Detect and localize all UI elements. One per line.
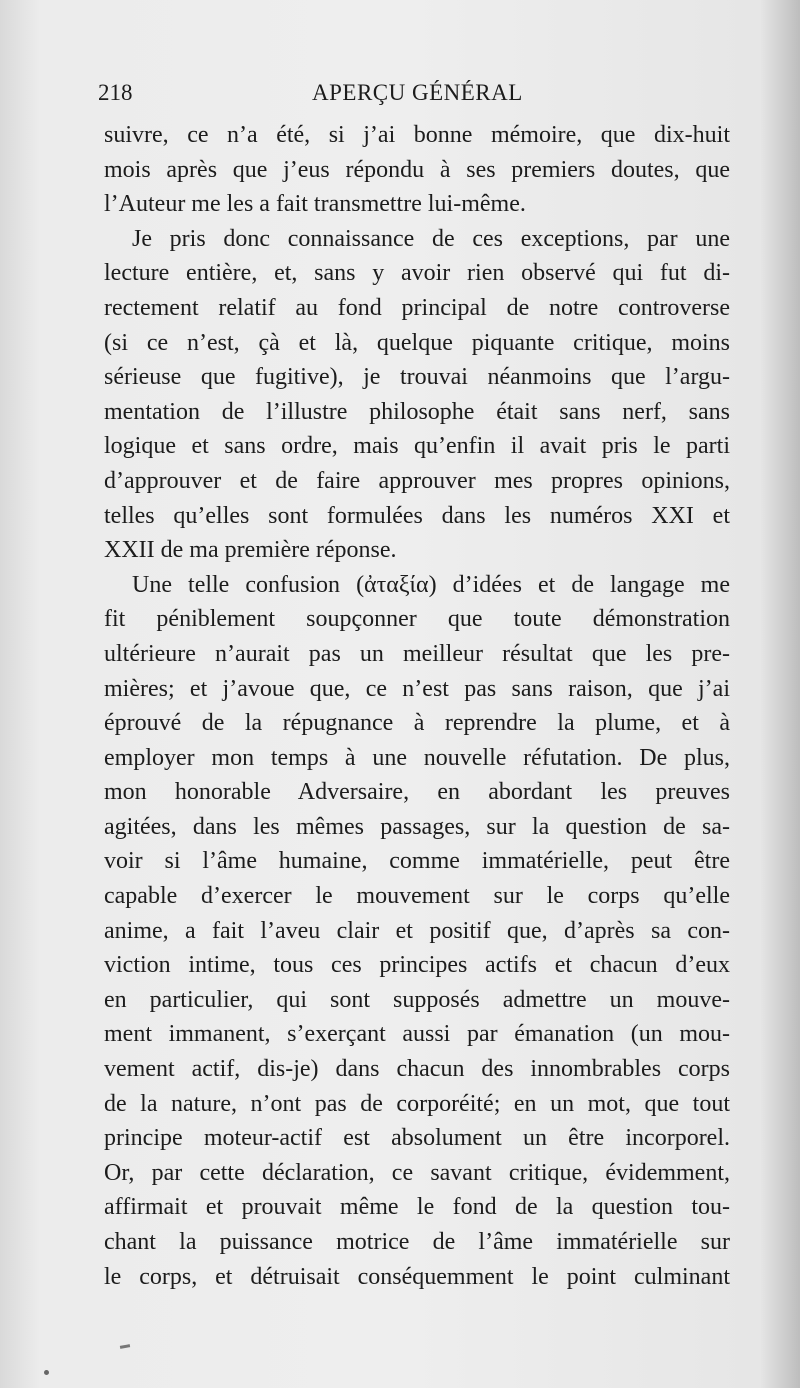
text-line: sérieuse que fugitive), je trouvai néanmoins que l’argu- [104, 364, 730, 391]
text-line: mois après que j’eus répondu à ses premiers doutes, que [104, 156, 730, 183]
text-line: logique et sans ordre, mais qu’enfin il avait pris le parti [104, 433, 730, 460]
text-line: de la nature, n’ont pas de corporéité; en un mot, que tout [104, 1090, 730, 1117]
text-line: éprouvé de la répugnance à reprendre la plume, et à [104, 710, 730, 737]
text-line: ment immanent, s’exerçant aussi par émanation (un mou- [104, 1021, 730, 1048]
text-line: capable d’exercer le mouvement sur le corps qu’elle [104, 883, 730, 910]
print-smudge [120, 1344, 130, 1349]
body-text [104, 118, 730, 1294]
text-line: employer mon temps à une nouvelle réfutation. De plus, [104, 744, 730, 771]
text-line: fit péniblement soupçonner que toute démonstration [104, 606, 730, 633]
text-line: vement actif, dis-je) dans chacun des innombrables corps [104, 1056, 730, 1083]
text-line: Or, par cette déclaration, ce savant critique, évidemment, [104, 1159, 730, 1186]
text-line: viction intime, tous ces principes actifs et chacun d’eux [104, 952, 730, 979]
page-number: 218 [98, 80, 133, 105]
text-line: agitées, dans les mêmes passages, sur la question de sa- [104, 813, 730, 840]
text-line: Une telle confusion (ἀταξία) d’idées et de langage me [132, 571, 730, 598]
running-title: APERÇU GÉNÉRAL [312, 80, 523, 105]
text-line: rectement relatif au fond principal de notre controverse [104, 294, 730, 321]
text-line: lecture entière, et, sans y avoir rien observé qui fut di- [104, 260, 730, 287]
text-line: mon honorable Adversaire, en abordant les preuves [104, 779, 730, 806]
text-line: principe moteur-actif est absolument un être incorporel. [104, 1125, 730, 1152]
text-line: mières; et j’avoue que, ce n’est pas sans raison, que j’ai [104, 675, 730, 702]
text-line: anime, a fait l’aveu clair et positif que, d’après sa con- [104, 917, 730, 944]
text-line: chant la puissance motrice de l’âme immatérielle sur [104, 1229, 730, 1255]
text-line: le corps, et détruisait conséquemment le point culminant [104, 1263, 730, 1290]
text-line: l’Auteur me les a fait transmettre lui-même. [104, 191, 526, 218]
text-line: suivre, ce n’a été, si j’ai bonne mémoire, que dix-huit [104, 122, 730, 148]
text-line: ultérieure n’aurait pas un meilleur résultat que les pre- [104, 640, 730, 667]
running-header [98, 80, 738, 116]
text-line: en particulier, qui sont supposés admettre un mouve- [104, 986, 730, 1013]
text-line: voir si l’âme humaine, comme immatérielle, peut être [104, 848, 730, 875]
text-line: mentation de l’illustre philosophe était sans nerf, sans [104, 398, 730, 425]
print-speck [44, 1370, 49, 1375]
text-line: affirmait et prouvait même le fond de la question tou- [104, 1194, 730, 1221]
text-line: (si ce n’est, çà et là, quelque piquante critique, moins [104, 329, 730, 356]
text-line: Je pris donc connaissance de ces exceptions, par une [132, 225, 730, 252]
text-line: telles qu’elles sont formulées dans les numéros XXI et [104, 502, 730, 529]
text-line: d’approuver et de faire approuver mes propres opinions, [104, 467, 730, 494]
text-line: XXII de ma première réponse. [104, 537, 397, 564]
